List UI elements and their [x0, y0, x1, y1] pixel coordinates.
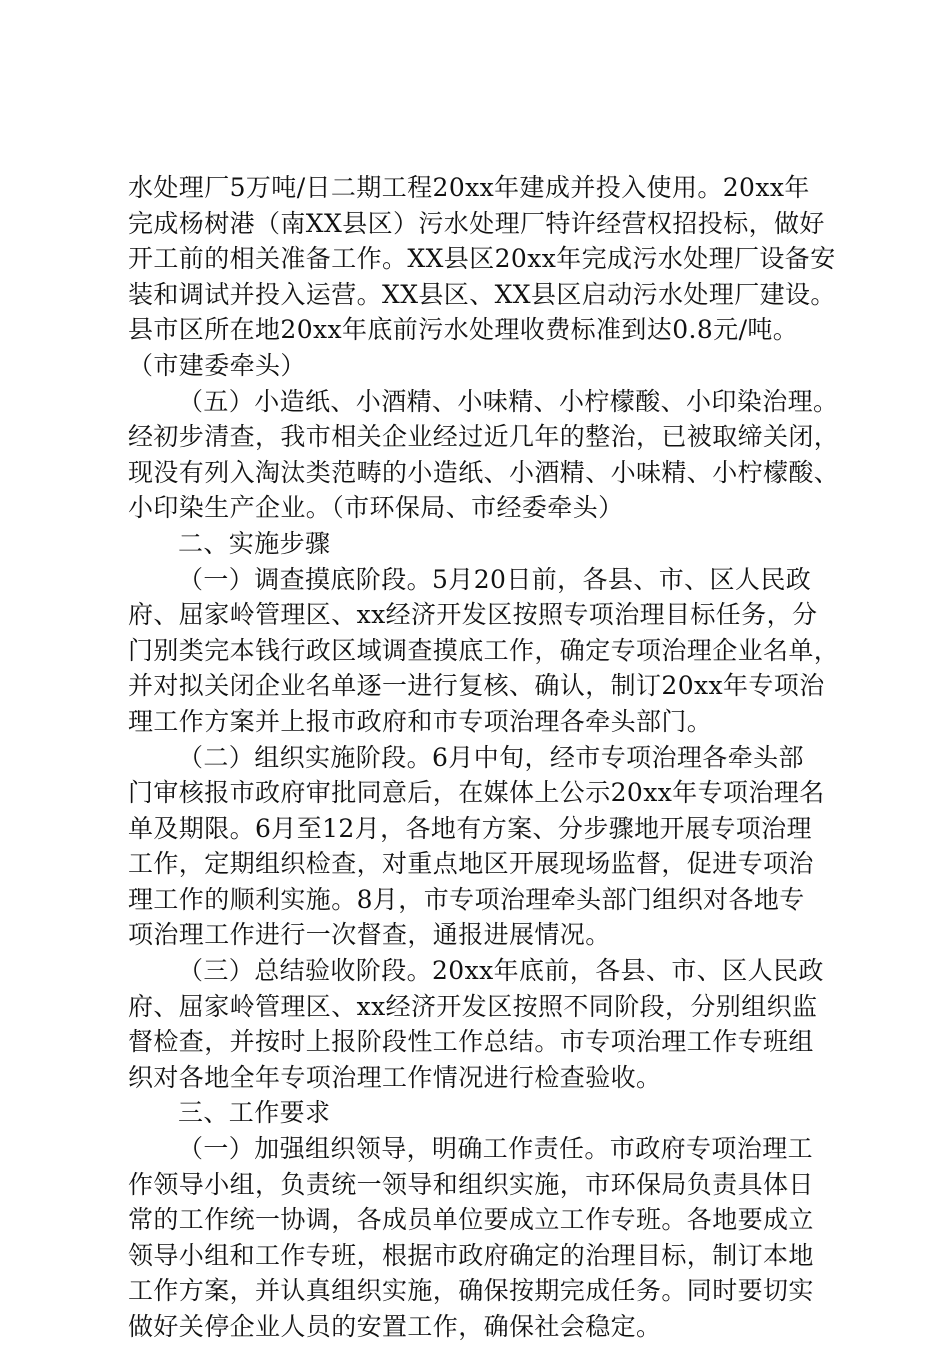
text-line: 三、工作要求 [178, 1098, 331, 1128]
text-line: 完成杨树港（南XX县区）污水处理厂特许经营权招投标，做好 [128, 208, 825, 238]
text-line: 门审核报市政府审批同意后，在媒体上公示20xx年专项治理名 [128, 778, 825, 808]
text-line: 府、屈家岭管理区、xx经济开发区按照专项治理目标任务，分 [128, 600, 818, 630]
text-line: 二、实施步骤 [178, 528, 331, 558]
text-line: 作领导小组，负责统一领导和组织实施，市环保局负责具体日 [128, 1169, 814, 1199]
text-line: 工作方案，并认真组织实施，确保按期完成任务。同时要切实 [128, 1276, 814, 1306]
text-line: （五）小造纸、小酒精、小味精、小柠檬酸、小印染治理。 [178, 386, 839, 416]
text-line: 水处理厂5万吨/日二期工程20xx年建成并投入使用。20xx年 [128, 173, 810, 202]
text-line: 单及期限。6月至12月，各地有方案、分步骤地开展专项治理 [128, 813, 812, 843]
text-line: （一）加强组织领导，明确工作责任。市政府专项治理工 [178, 1134, 814, 1164]
text-line: 织对各地全年专项治理工作情况进行检查验收。 [128, 1062, 662, 1092]
text-line: 府、屈家岭管理区、xx经济开发区按照不同阶段，分别组织监 [128, 991, 818, 1021]
text-line: 理工作方案并上报市政府和市专项治理各牵头部门。 [128, 706, 713, 736]
text-line: 现没有列入淘汰类范畴的小造纸、小酒精、小味精、小柠檬酸、 [128, 457, 840, 487]
text-line: 开工前的相关准备工作。XX县区20xx年完成污水处理厂设备安 [128, 244, 836, 274]
text-line: 领导小组和工作专班，根据市政府确定的治理目标，制订本地 [128, 1240, 814, 1270]
text-line: （三）总结验收阶段。20xx年底前，各县、市、区人民政 [178, 956, 824, 986]
text-line: （二）组织实施阶段。6月中旬，经市专项治理各牵头部 [178, 742, 804, 772]
text-line: 装和调试并投入运营。XX县区、XX县区启动污水处理厂建设。 [128, 279, 836, 309]
text-line: 门别类完本钱行政区域调查摸底工作，确定专项治理企业名单， [128, 635, 840, 665]
text-line: 小印染生产企业。（市环保局、市经委牵头） [128, 493, 624, 523]
text-line: 经初步清查，我市相关企业经过近几年的整治，已被取缔关闭， [128, 422, 840, 452]
document-body [128, 170, 840, 1345]
text-line: 做好关停企业人员的安置工作，确保社会稳定。 [128, 1312, 662, 1341]
text-line: 理工作的顺利实施。8月，市专项治理牵头部门组织对各地专 [128, 884, 805, 914]
text-line: （市建委牵头） [128, 350, 306, 380]
text-line: 工作，定期组织检查，对重点地区开展现场监督，促进专项治 [128, 849, 814, 879]
text-line: （一）调查摸底阶段。5月20日前，各县、市、区人民政 [178, 564, 812, 594]
text-line: 并对拟关闭企业名单逐一进行复核、确认，制订20xx年专项治 [128, 671, 825, 701]
text-line: 项治理工作进行一次督查，通报进展情况。 [128, 920, 611, 950]
text-line: 县市区所在地20xx年底前污水处理收费标准到达0.8元/吨。 [128, 315, 799, 345]
text-line: 督检查，并按时上报阶段性工作总结。市专项治理工作专班组 [128, 1027, 814, 1057]
text-line: 常的工作统一协调，各成员单位要成立工作专班。各地要成立 [128, 1205, 814, 1235]
